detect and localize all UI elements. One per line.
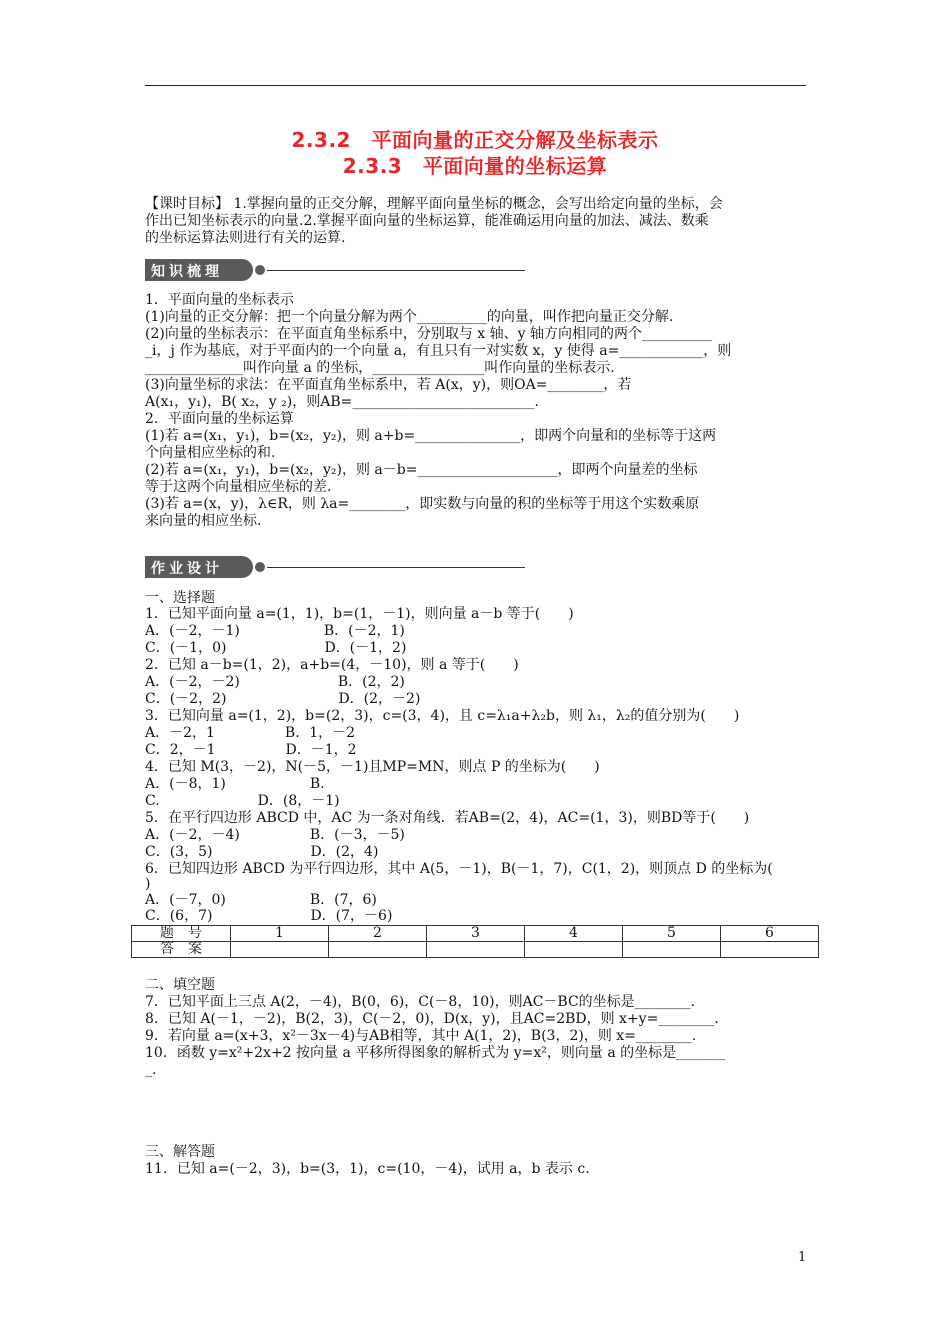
knowledge-line: 等于这两个向量相应坐标的差. [145,479,332,495]
fill-line: 10．函数 y=x²+2x+2 按向量 a 平移所得图象的解析式为 y=x²，则向量 a 的坐标是_______ [145,1045,726,1061]
homework-banner-label: 作业设计 [151,561,223,577]
homework-banner [145,556,267,578]
bullet-icon [253,560,267,574]
homework-line: 2．已知 a－b=(1，2)，a+b=(4，－10)，则 a 等于( ) [145,657,519,673]
table-row [132,926,819,942]
answer-line: 三、解答题 [145,1144,215,1160]
table-header-cell: 答 案 [132,942,231,958]
answer-table [131,925,819,958]
homework-line: A．(－2，－2) B．(2，2) [145,674,405,690]
answer-cell[interactable] [721,942,819,958]
homework-line: A．－2，1 B．1，－2 [145,725,356,741]
table-cell: 5 [623,926,721,942]
objectives-line2: 作出已知坐标表示的向量.2.掌握平面向量的坐标运算，能准确运用向量的加法、减法、数乘 [145,213,709,229]
knowledge-line: (2)向量的坐标表示：在平面直角坐标系中，分别取与 x 轴、y 轴方向相同的两个__________ [145,326,712,342]
homework-line: C．2，－1 D．－1，2 [145,742,357,758]
homework-line: C．(－2，2) D．(2，－2) [145,691,421,707]
answer-cell[interactable] [623,942,721,958]
homework-line: A．(－7，0) B．(7，6) [145,892,377,908]
knowledge-line: _i，j 作为基底，对于平面内的一个向量 a，有且只有一对实数 x，y 使得 a=____________，则 [145,343,732,359]
answer-cell[interactable] [329,942,427,958]
objectives-line1: 【课时目标】 1.掌握向量的正交分解，理解平面向量坐标的概念，会写出给定向量的坐标，会 [145,196,723,212]
table-row [132,942,819,958]
fill-line: _. [145,1062,157,1078]
knowledge-line: A(x₁，y₁)，B( x₂，y ₂)，则AB=__________________________. [145,394,539,410]
answer-cell[interactable] [427,942,525,958]
header-rule [145,85,806,86]
homework-line: 5．在平行四边形 ABCD 中，AC 为一条对角线．若AB=(2，4)，AC=(1，3)，则BD等于( ) [145,810,750,826]
table-cell: 3 [427,926,525,942]
fill-line: 二、填空题 [145,977,215,993]
knowledge-line: 来向量的相应坐标. [145,513,262,529]
homework-line: C．(6，7) D．(7，－6) [145,908,393,924]
knowledge-line: 个向量相应坐标的和. [145,445,276,461]
knowledge-line: 2．平面向量的坐标运算 [145,411,294,427]
table-header-cell: 题 号 [132,926,231,942]
objectives-line3: 的坐标运算法则进行有关的运算. [145,230,346,246]
homework-line: 3．已知向量 a=(1，2)，b=(2，3)，c=(3，4)，且 c=λ₁a+λ₂b，则 λ₁，λ₂的值分别为( ) [145,708,740,724]
homework-line: C．(－1，0) D．(－1，2) [145,640,407,656]
homework-line: 4．已知 M(3，－2)，N(－5，－1)且MP=MN，则点 P 的坐标为( ) [145,759,600,775]
homework-banner-rule [267,567,525,568]
table-cell: 2 [329,926,427,942]
homework-line: A．(－2，－4) B．(－3，－5) [145,827,405,843]
knowledge-banner-label: 知识梳理 [151,264,223,280]
homework-line: 一、选择题 [145,590,215,606]
knowledge-line: (3)若 a=(x，y)，λ∈R，则 λa=________，即实数与向量的积的坐标等于用这个实数乘原 [145,496,700,512]
fill-line: 9．若向量 a=(x+3，x²－3x－4)与AB相等，其中 A(1，2)，B(3，2)，则 x=________. [145,1028,697,1044]
knowledge-line: 1．平面向量的坐标表示 [145,292,294,308]
answer-cell[interactable] [231,942,329,958]
answer-line: 11．已知 a=(－2，3)，b=(3，1)，c=(10，－4)，试用 a，b 表示 c. [145,1161,590,1177]
fill-line: 7．已知平面上三点 A(2，－4)，B(0，6)，C(－8，10)，则AC－BC的坐标是________. [145,994,696,1010]
homework-line: C．(3，5) D．(2，4) [145,844,379,860]
knowledge-line: ______________叫作向量 a 的坐标，________________叫作向量的坐标表示. [145,360,615,376]
knowledge-banner-rule [267,270,525,271]
table-cell: 6 [721,926,819,942]
table-cell: 1 [231,926,329,942]
knowledge-line: (3)向量坐标的求法：在平面直角坐标系中，若 A(x，y)，则OA=________，若 [145,377,632,393]
page-number: 1 [798,1250,807,1265]
answer-cell[interactable] [525,942,623,958]
homework-line: A．(－2，－1) B．(－2，1) [145,623,405,639]
homework-line: A．(－8，1) B. [145,776,325,792]
homework-line: 6．已知四边形 ABCD 为平行四边形，其中 A(5，－1)，B(－1，7)，C(1，2)，则顶点 D 的坐标为( [145,861,773,877]
knowledge-line: (2)若 a=(x₁，y₁)，b=(x₂，y₂)，则 a－b=____________________，即两个向量差的坐标 [145,462,698,478]
knowledge-line: (1)向量的正交分解：把一个向量分解为两个__________的向量，叫作把向量正交分解. [145,309,674,325]
homework-line: 1．已知平面向量 a=(1，1)，b=(1，－1)，则向量 a－b 等于( ) [145,606,574,622]
page-title-line1: 2.3.2 平面向量的正交分解及坐标表示 [291,128,659,152]
knowledge-banner [145,259,267,281]
homework-line: C. D．(8，－1) [145,793,340,809]
fill-line: 8．已知 A(－1，－2)，B(2，3)，C(－2，0)，D(x，y)，且AC=2BD，则 x+y=________. [145,1011,719,1027]
bullet-icon [253,263,267,277]
homework-line: ) [145,876,151,892]
table-cell: 4 [525,926,623,942]
knowledge-line: (1)若 a=(x₁，y₁)，b=(x₂，y₂)，则 a+b=_______________，即两个向量和的坐标等于这两 [145,428,717,444]
page-title-line2: 2.3.3 平面向量的坐标运算 [342,154,608,178]
